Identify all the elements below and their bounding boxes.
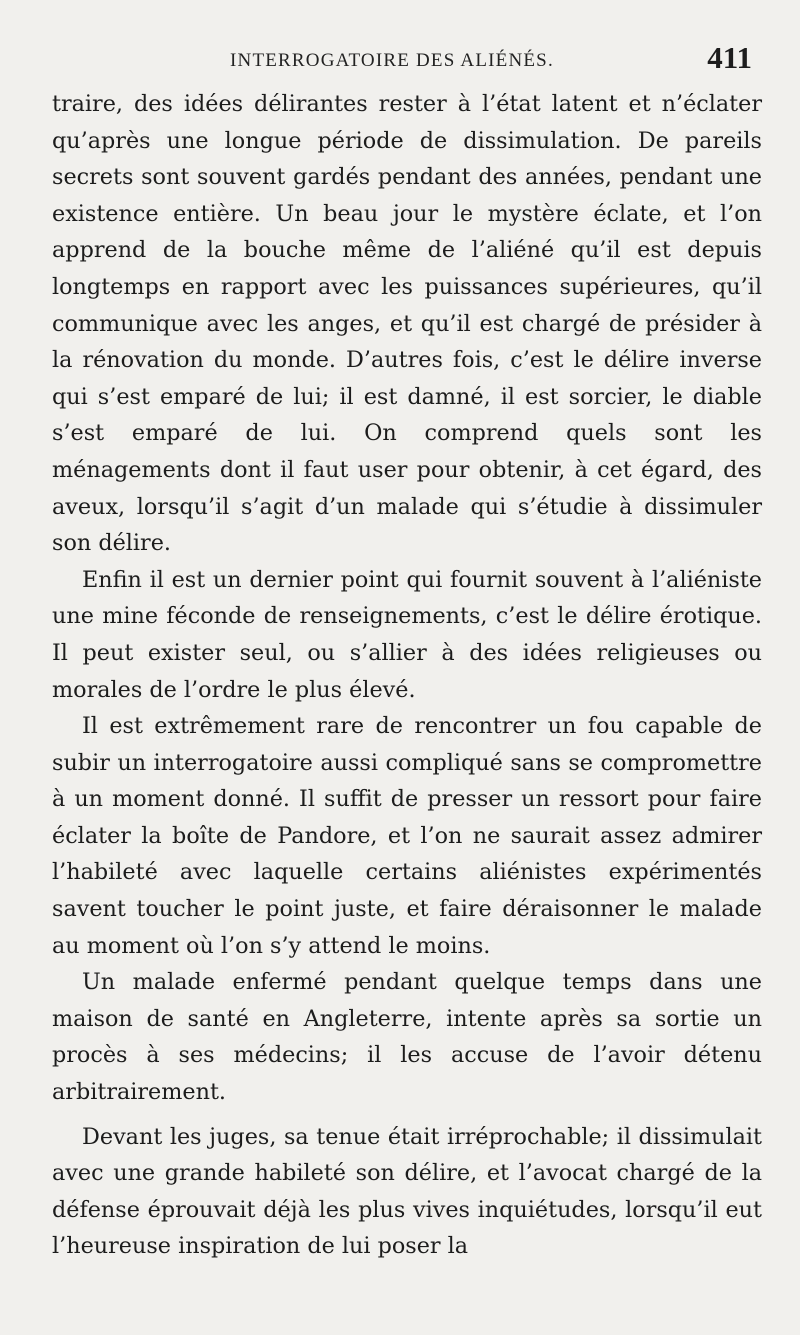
paragraph-devant-les-juges: Devant les juges, sa tenue était irréprochable; il dissimulait avec une grande habileté son délire, et l’avocat chargé de la défense éprouvait déjà les plus vives inquiétudes, lorsqu’il eut l’heureuse inspiration de lui poser la — [52, 1123, 762, 1260]
body-text — [52, 86, 762, 1265]
paragraph-malade-angleterre: Un malade enfermé pendant quelque temps dans une maison de santé en Angleterre, intente après sa sortie un procès à ses médecins; il les accuse de l’avoir détenu arbitrairement. — [52, 969, 762, 1106]
running-head — [52, 40, 762, 86]
paragraph-continuation: traire, des idées délirantes rester à l’état latent et n’éclater qu’après une longue période de dissimulation. De pareils secrets sont souvent gardés pendant des années, pendant une existence entière. Un beau jour le mystère éclate, et l’on apprend de la bouche même de l’aliéné qu’il est depuis longtemps en rapport avec les puissances supérieures, qu’il communique avec les anges, et qu’il est chargé de présider à la rénovation du monde. D’autres fois, c’est le délire inverse qui s’est emparé de lui; il est damné, il est sorcier, le diable s’est emparé de lui. On comprend quels sont les ménagements dont il faut user pour obtenir, à cet égard, des aveux, lorsqu’il s’agit d’un malade qui s’étudie à dissimuler son délire. — [52, 91, 762, 557]
page-number: 411 — [707, 40, 752, 75]
paragraph-interrogatoire: Il est extrêmement rare de rencontrer un fou capable de subir un interrogatoire aussi compliqué sans se compromettre à un moment donné. Il suffit de presser un ressort pour faire éclater la boîte de Pandore, et l’on ne saurait assez admirer l’habileté avec laquelle certains aliénistes expérimentés savent toucher le point juste, et faire déraisonner le malade au moment où l’on s’y attend le moins. — [52, 713, 762, 959]
paragraph-delire-erotique: Enfin il est un dernier point qui fournit souvent à l’aliéniste une mine féconde de renseignements, c’est le délire érotique. Il peut exister seul, ou s’allier à des idées religieuses ou morales de l’ordre le plus élevé. — [52, 566, 762, 703]
running-title: INTERROGATOIRE DES ALIÉNÉS. — [230, 50, 554, 71]
